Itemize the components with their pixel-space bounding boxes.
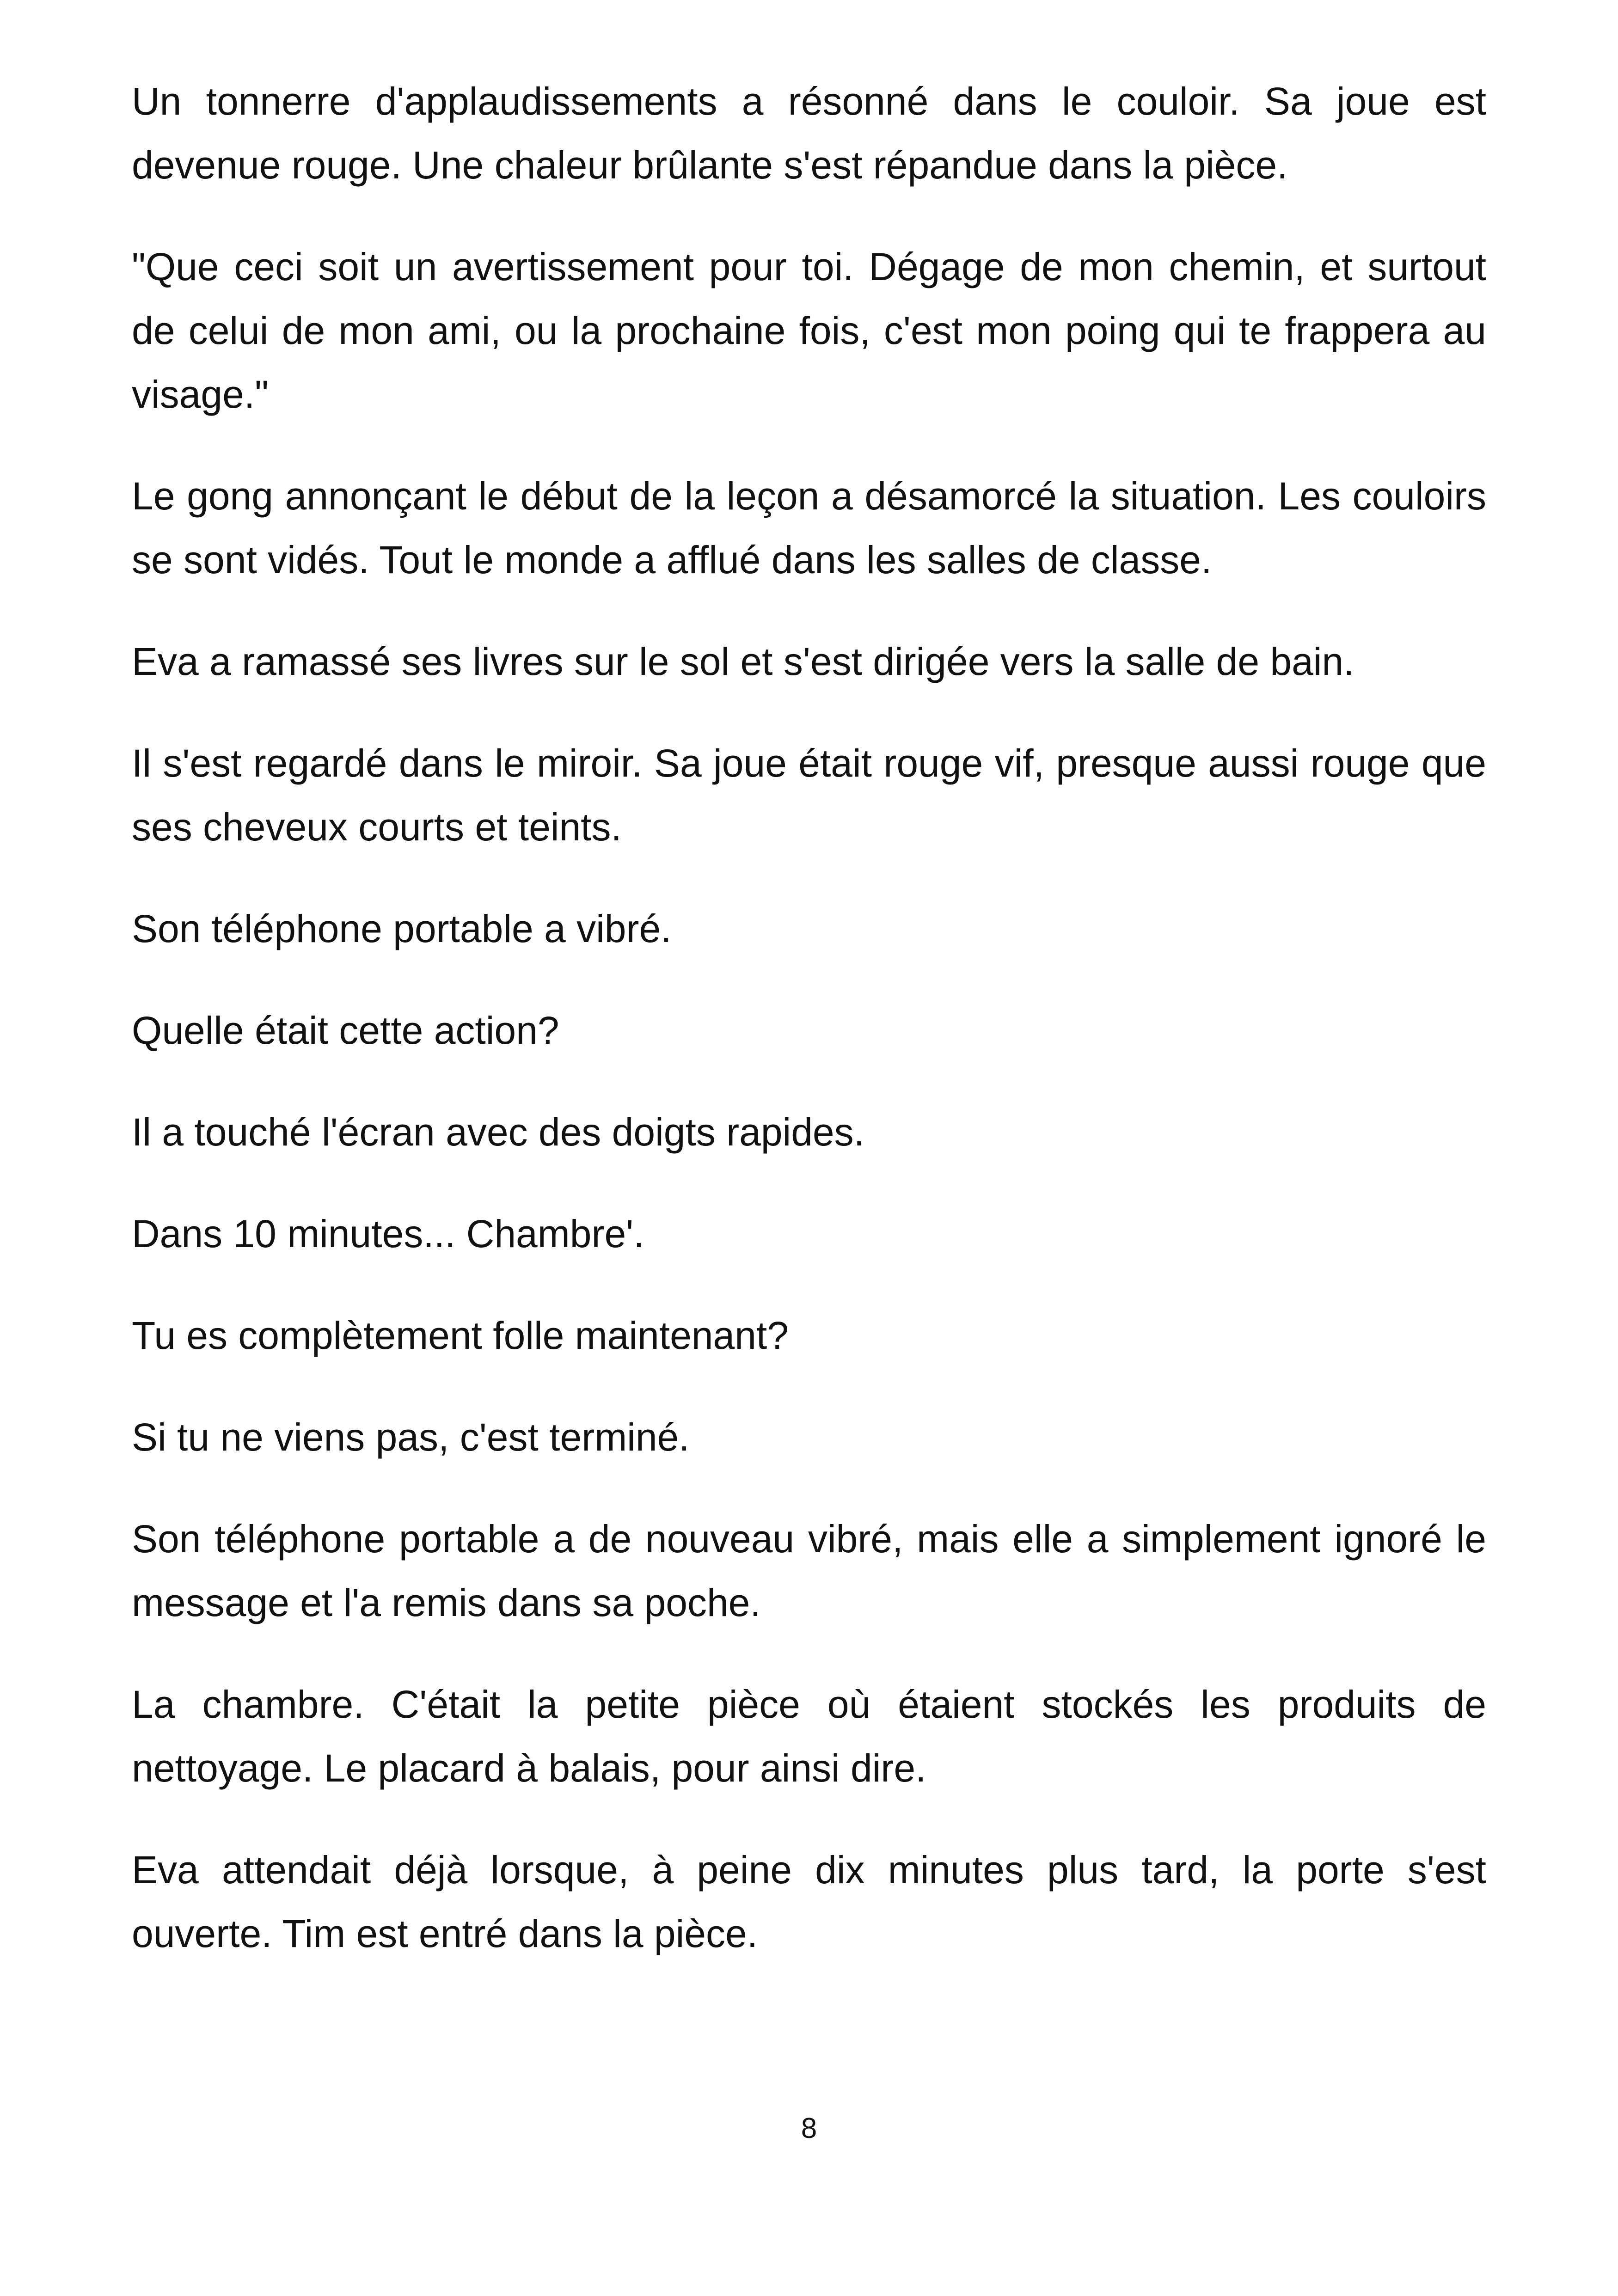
body-text	[132, 69, 1486, 2003]
paragraph: Son téléphone portable a vibré.	[132, 907, 672, 950]
paragraph: Il s'est regardé dans le miroir. Sa joue était rouge vif, presque aussi rouge que ses cheveux courts et teints.	[132, 741, 1486, 849]
paragraph: Un tonnerre d'applaudissements a résonné dans le couloir. Sa joue est devenue rouge. Une chaleur brûlante s'est répandue dans la pièce.	[132, 80, 1486, 187]
paragraph: Eva attendait déjà lorsque, à peine dix minutes plus tard, la porte s'est ouverte. Tim est entré dans la pièce.	[132, 1848, 1486, 1955]
paragraph: Tu es complètement folle maintenant?	[132, 1314, 789, 1357]
paragraph: Eva a ramassé ses livres sur le sol et s'est dirigée vers la salle de bain.	[132, 640, 1354, 683]
paragraph: Il a touché l'écran avec des doigts rapides.	[132, 1110, 864, 1154]
paragraph: Le gong annonçant le début de la leçon a désamorcé la situation. Les couloirs se sont vidés. Tout le monde a afflué dans les salles de classe.	[132, 474, 1486, 582]
paragraph: Son téléphone portable a de nouveau vibré, mais elle a simplement ignoré le message et l'a remis dans sa poche.	[132, 1517, 1486, 1624]
paragraph: Quelle était cette action?	[132, 1009, 559, 1052]
paragraph: La chambre. C'était la petite pièce où étaient stockés les produits de nettoyage. Le placard à balais, pour ainsi dire.	[132, 1683, 1486, 1790]
page-number: 8	[801, 2112, 817, 2144]
paragraph: Dans 10 minutes... Chambre'.	[132, 1212, 644, 1255]
paragraph: Si tu ne viens pas, c'est terminé.	[132, 1415, 690, 1459]
paragraph: "Que ceci soit un avertissement pour toi. Dégage de mon chemin, et surtout de celui de mon ami, ou la prochaine fois, c'est mon poing qui te frappera au visage."	[132, 245, 1486, 416]
